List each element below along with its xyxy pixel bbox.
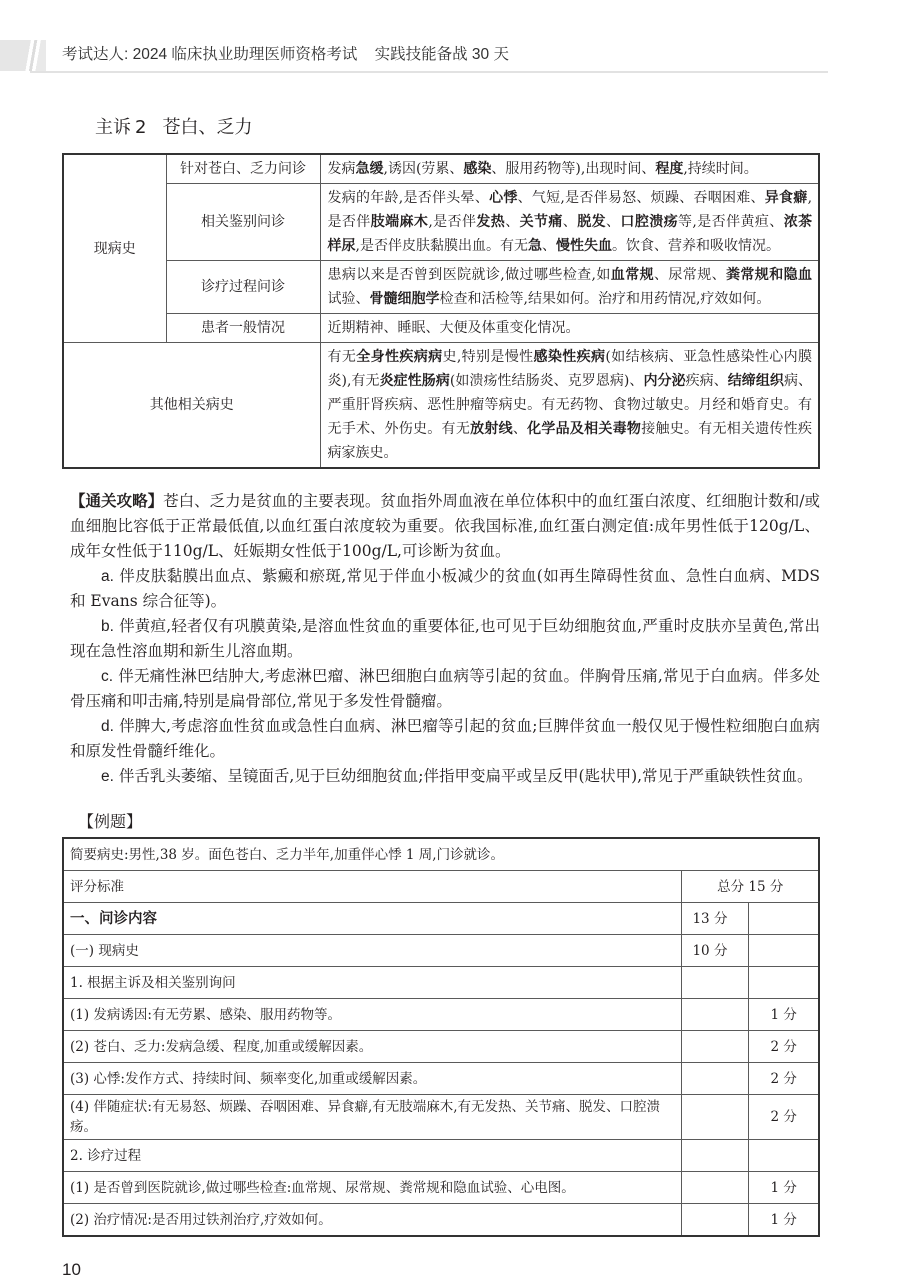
score-row [63,903,819,935]
criteria-row [63,871,819,903]
item-text-cell: (1) 是否曾到医院就诊,做过哪些检查:血常规、尿常规、粪常规和隐血试验、心电图。 [63,1172,682,1204]
example-label: 【例题】 [78,812,143,831]
score-row [63,1140,819,1172]
score-rows [63,903,819,1237]
item-score-cell [749,903,819,935]
score-row [63,1063,819,1095]
keyword-emphasis: 慢性失血 [555,238,612,254]
scoring-table [62,837,820,1237]
inquiry-table [62,153,820,469]
strategy-intro [70,489,820,564]
strategy-tag: 【通关攻略】 [70,492,164,510]
group-label-cell: 现病史 [63,154,166,343]
keyword-emphasis: 粪常规和隐血 [726,267,812,283]
score-row [63,935,819,967]
section-score-cell: 10 分 [682,935,749,967]
keyword-emphasis: 程度 [655,161,684,177]
item-letter: b. [101,618,114,635]
item-score-cell: 2 分 [749,1095,819,1140]
section-number: 2 [135,117,147,138]
strategy-item [70,664,820,714]
content-cell: 近期精神、睡眠、大便及体重变化情况。 [320,314,819,343]
item-text: 伴黄疸,轻者仅有巩膜黄染,是溶血性贫血的重要体征,也可见于巨幼细胞贫血,严重时皮肤亦呈黄色,常出现在急性溶血期和新生儿溶血期。 [70,617,820,660]
strategy-item [70,614,820,664]
keyword-emphasis: 化学品及相关毒物 [527,421,642,437]
category-cell: 诊疗过程问诊 [166,261,320,314]
score-row [63,1031,819,1063]
category-cell: 相关鉴别问诊 [166,184,320,261]
section-score-cell [682,999,749,1031]
score-row [63,1095,819,1140]
section-score-cell [682,1172,749,1204]
section-score-cell: 13 分 [682,903,749,935]
item-score-cell: 2 分 [749,1063,819,1095]
table-row [63,261,819,314]
keyword-emphasis: 结缔组织 [727,373,784,389]
item-letter: a. [101,568,114,585]
keyword-emphasis: 全身性疾病病 [356,349,443,365]
item-score-cell: 2 分 [749,1031,819,1063]
item-text-cell: (3) 心悸:发作方式、持续时间、频率变化,加重或缓解因素。 [63,1063,682,1095]
item-text: 伴舌乳头萎缩、呈镜面舌,见于巨幼细胞贫血;伴指甲变扁平或呈反甲(匙状甲),常见于严重缺铁性贫血。 [118,767,813,785]
keyword-emphasis: 脱发 [577,214,607,230]
item-score-cell [749,1140,819,1172]
criteria-label-cell: 评分标准 [63,871,682,903]
section-heading: 苍白、乏力 [162,117,253,138]
section-score-cell [682,1063,749,1095]
keyword-emphasis: 关节痛 [519,214,563,230]
item-text-cell: 1. 根据主诉及相关鉴别询问 [63,967,682,999]
header-underline [30,71,828,73]
item-score-cell: 1 分 [749,1204,819,1237]
other-history-content-cell: 有无全身性疾病病史,特别是慢性感染性疾病(如结核病、亚急性感染性心内膜炎),有无炎症性肠病(如溃疡性结肠炎、克罗恩病)、内分泌疾病、结缔组织病、严重肝肾疾病、恶性肿瘤等病史。有无药物、食物过敏史。月经和婚育史。有无手术、外伤史。有无放射线、化学品及相关毒物接触史。有无相关遗传性疾病家族史。 [320,343,819,469]
item-text: 伴无痛性淋巴结肿大,考虑淋巴瘤、淋巴细胞白血病等引起的贫血。伴胸骨压痛,常见于白血病。伴多处骨压痛和叩击痛,特别是扁骨部位,常见于多发性骨髓瘤。 [70,667,820,710]
keyword-emphasis: 放射线 [470,421,513,437]
item-text-cell: (2) 苍白、乏力:发病急缓、程度,加重或缓解因素。 [63,1031,682,1063]
item-text-cell: (4) 伴随症状:有无易怒、烦躁、吞咽困难、异食癖,有无肢端麻木,有无发热、关节痛、脱发、口腔溃疡。 [63,1095,682,1140]
section-label: 主诉 [95,117,131,138]
score-row [63,999,819,1031]
section-score-cell [682,1204,749,1237]
section-score-cell [682,1140,749,1172]
section-title [95,116,820,142]
table-row [63,154,819,184]
keyword-emphasis: 感染性疾病 [533,349,606,365]
keyword-emphasis: 急缓 [355,161,384,177]
item-score-cell: 1 分 [749,1172,819,1204]
strategy-intro-text: 苍白、乏力是贫血的主要表现。贫血指外周血液在单位体积中的血红蛋白浓度、红细胞计数和/或血细胞比容低于正常最低值,以血红蛋白浓度较为重要。依我国标准,血红蛋白测定值:成年男性低于120g/L、成年女性低于110g/L、妊娠期女性低于100g/L,可诊断为贫血。 [70,492,820,560]
strategy-item [70,714,820,764]
item-text-cell: 2. 诊疗过程 [63,1140,682,1172]
item-score-cell [749,935,819,967]
strategy-item [70,764,820,789]
score-row [63,967,819,999]
section-score-cell [682,1031,749,1063]
item-text: 伴脾大,考虑溶血性贫血或急性白血病、淋巴瘤等引起的贫血;巨脾伴贫血一般仅见于慢性粒细胞白血病和原发性骨髓纤维化。 [70,717,820,760]
strategy-item [70,564,820,614]
item-letter: d. [101,718,114,735]
keyword-emphasis: 浓茶样尿 [327,214,813,254]
score-row [63,1172,819,1204]
running-header [0,0,900,78]
history-row [63,838,819,871]
keyword-emphasis: 感染 [463,161,492,177]
content-cell: 患病以来是否曾到医院就诊,做过哪些检查,如血常规、尿常规、粪常规和隐血试验、骨髓细胞学检查和活检等,结果如何。治疗和用药情况,疗效如何。 [320,261,819,314]
total-score-cell: 总分 15 分 [682,871,819,903]
item-score-cell: 1 分 [749,999,819,1031]
strategy-section [70,489,820,789]
item-text: 伴皮肤黏膜出血点、紫癜和瘀斑,常见于伴血小板减少的贫血(如再生障碍性贫血、急性白血病、MDS 和 Evans 综合征等)。 [70,567,820,610]
keyword-emphasis: 内分泌 [643,373,686,389]
item-text-cell: (2) 治疗情况:是否用过铁剂治疗,疗效如何。 [63,1204,682,1237]
item-text-cell: (一) 现病史 [63,935,682,967]
header-slant-decoration [22,40,46,71]
item-letter: e. [101,768,114,785]
keyword-emphasis: 急 [527,238,542,254]
page-content [62,116,820,1281]
section-score-cell [682,1095,749,1140]
keyword-emphasis: 炎症性肠病 [379,373,450,389]
content-cell: 发病的年龄,是否伴头晕、心悸、气短,是否伴易怒、烦躁、吞咽困难、异食癖,是否伴肢端麻木,是否伴发热、关节痛、脱发、口腔溃疡等,是否伴黄疸、浓茶样尿,是否伴皮肤黏膜出血。有无急、慢性失血。饮食、营养和吸收情况。 [320,184,819,261]
keyword-emphasis: 心悸 [489,190,518,206]
category-cell: 针对苍白、乏力问诊 [166,154,320,184]
keyword-emphasis: 口腔溃疡 [620,214,679,230]
keyword-emphasis: 血常规 [610,267,654,283]
item-score-cell [749,967,819,999]
table-row [63,343,819,469]
item-letter: c. [101,668,114,685]
other-history-label-cell: 其他相关病史 [63,343,320,469]
keyword-emphasis: 发热 [476,214,506,230]
table-row [63,184,819,261]
keyword-emphasis: 肢端麻木 [370,214,429,230]
score-row [63,1204,819,1237]
keyword-emphasis: 异食癖 [764,190,808,206]
item-text-cell: (1) 发病诱因:有无劳累、感染、服用药物等。 [63,999,682,1031]
category-cell: 患者一般情况 [166,314,320,343]
keyword-emphasis: 骨髓细胞学 [369,291,440,307]
item-text-cell: 一、问诊内容 [63,903,682,935]
page-number: 10 [62,1260,81,1279]
running-title: 考试达人: 2024 临床执业助理医师资格考试 实践技能备战 30 天 [62,46,509,63]
section-score-cell [682,967,749,999]
content-cell: 发病急缓,诱因(劳累、感染、服用药物等),出现时间、程度,持续时间。 [320,154,819,184]
history-cell: 简要病史:男性,38 岁。面色苍白、乏力半年,加重伴心悸 1 周,门诊就诊。 [63,838,819,871]
table-row [63,314,819,343]
